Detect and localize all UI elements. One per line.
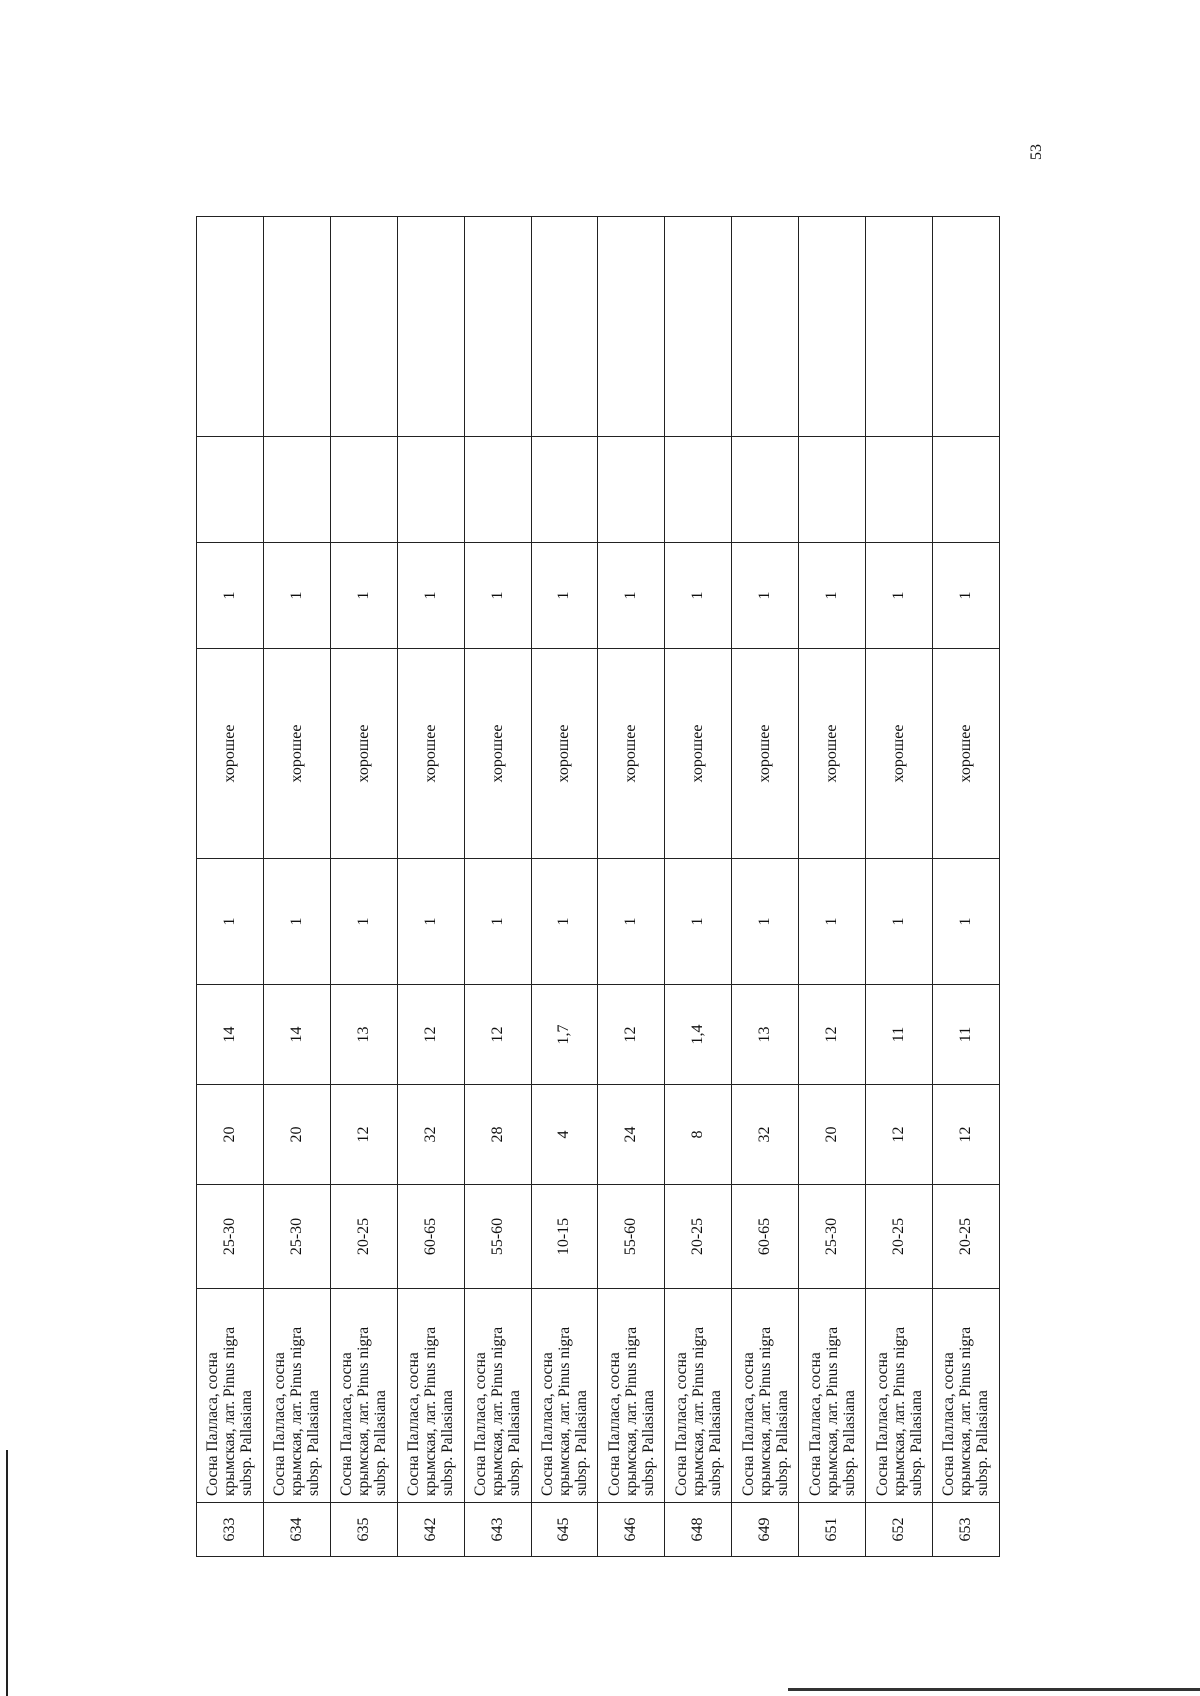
row-number-cell: 653	[932, 1503, 999, 1557]
height-cell: 11	[866, 985, 933, 1085]
age-cell: 55-60	[464, 1185, 531, 1289]
row-number-cell: 651	[799, 1503, 866, 1557]
table-row	[799, 217, 866, 1557]
age-cell: 20-25	[932, 1185, 999, 1289]
empty-cell	[464, 437, 531, 543]
count-cell: 1	[197, 859, 264, 985]
empty-cell	[732, 217, 799, 437]
diameter-cell: 12	[866, 1085, 933, 1185]
age-cell: 20-25	[330, 1185, 397, 1289]
species-cell: Сосна Палласа, сосна крымская, лат. Pinus nigra subsp. Pallasiana	[397, 1289, 464, 1503]
empty-cell	[799, 217, 866, 437]
empty-cell	[531, 217, 598, 437]
count-cell: 1	[799, 859, 866, 985]
species-cell: Сосна Палласа, сосна крымская, лат. Pinus nigra subsp. Pallasiana	[263, 1289, 330, 1503]
row-number-cell: 635	[330, 1503, 397, 1557]
row-number-cell: 633	[197, 1503, 264, 1557]
row-number-cell: 643	[464, 1503, 531, 1557]
height-cell: 14	[263, 985, 330, 1085]
diameter-cell: 32	[732, 1085, 799, 1185]
empty-cell	[932, 437, 999, 543]
empty-cell	[866, 437, 933, 543]
condition-cell: хорошее	[263, 649, 330, 859]
height-cell: 1,7	[531, 985, 598, 1085]
species-cell: Сосна Палласа, сосна крымская, лат. Pinus nigra subsp. Pallasiana	[598, 1289, 665, 1503]
table-row	[263, 217, 330, 1557]
species-cell: Сосна Палласа, сосна крымская, лат. Pinus nigra subsp. Pallasiana	[665, 1289, 732, 1503]
age-cell: 10-15	[531, 1185, 598, 1289]
row-number-cell: 652	[866, 1503, 933, 1557]
count-cell: 1	[665, 859, 732, 985]
row-number-cell: 649	[732, 1503, 799, 1557]
table-row	[665, 217, 732, 1557]
count-cell: 1	[932, 859, 999, 985]
row-number-cell: 634	[263, 1503, 330, 1557]
condition-cell: хорошее	[330, 649, 397, 859]
age-cell: 20-25	[866, 1185, 933, 1289]
empty-cell	[397, 217, 464, 437]
empty-cell	[330, 437, 397, 543]
table-row	[330, 217, 397, 1557]
count-cell: 1	[397, 859, 464, 985]
empty-cell	[598, 437, 665, 543]
height-cell: 1,4	[665, 985, 732, 1085]
count-cell: 1	[464, 859, 531, 985]
species-cell: Сосна Палласа, сосна крымская, лат. Pinus nigra subsp. Pallasiana	[932, 1289, 999, 1503]
condition-cell: хорошее	[665, 649, 732, 859]
quantity-cell: 1	[932, 543, 999, 649]
quantity-cell: 1	[665, 543, 732, 649]
count-cell: 1	[531, 859, 598, 985]
height-cell: 12	[397, 985, 464, 1085]
empty-cell	[330, 217, 397, 437]
empty-cell	[799, 437, 866, 543]
table-row	[464, 217, 531, 1557]
height-cell: 12	[799, 985, 866, 1085]
empty-cell	[665, 437, 732, 543]
empty-cell	[866, 217, 933, 437]
age-cell: 55-60	[598, 1185, 665, 1289]
quantity-cell: 1	[799, 543, 866, 649]
table-row	[732, 217, 799, 1557]
count-cell: 1	[732, 859, 799, 985]
empty-cell	[665, 217, 732, 437]
table-row	[932, 217, 999, 1557]
empty-cell	[932, 217, 999, 437]
table-row	[866, 217, 933, 1557]
condition-cell: хорошее	[197, 649, 264, 859]
empty-cell	[263, 217, 330, 437]
table-row	[397, 217, 464, 1557]
empty-cell	[197, 217, 264, 437]
count-cell: 1	[598, 859, 665, 985]
diameter-cell: 20	[197, 1085, 264, 1185]
tree-inventory-table	[196, 216, 1000, 1557]
empty-cell	[397, 437, 464, 543]
species-cell: Сосна Палласа, сосна крымская, лат. Pinus nigra subsp. Pallasiana	[531, 1289, 598, 1503]
table-row	[197, 217, 264, 1557]
table-row	[531, 217, 598, 1557]
quantity-cell: 1	[197, 543, 264, 649]
condition-cell: хорошее	[531, 649, 598, 859]
row-number-cell: 646	[598, 1503, 665, 1557]
height-cell: 13	[330, 985, 397, 1085]
row-number-cell: 645	[531, 1503, 598, 1557]
table-body	[197, 217, 1000, 1557]
quantity-cell: 1	[598, 543, 665, 649]
diameter-cell: 20	[799, 1085, 866, 1185]
diameter-cell: 12	[330, 1085, 397, 1185]
diameter-cell: 28	[464, 1085, 531, 1185]
rotated-table-container	[196, 217, 1000, 1557]
age-cell: 25-30	[263, 1185, 330, 1289]
count-cell: 1	[330, 859, 397, 985]
quantity-cell: 1	[330, 543, 397, 649]
age-cell: 60-65	[397, 1185, 464, 1289]
quantity-cell: 1	[732, 543, 799, 649]
species-cell: Сосна Палласа, сосна крымская, лат. Pinus nigra subsp. Pallasiana	[464, 1289, 531, 1503]
diameter-cell: 24	[598, 1085, 665, 1185]
species-cell: Сосна Палласа, сосна крымская, лат. Pinus nigra subsp. Pallasiana	[866, 1289, 933, 1503]
row-number-cell: 642	[397, 1503, 464, 1557]
age-cell: 25-30	[197, 1185, 264, 1289]
quantity-cell: 1	[397, 543, 464, 649]
empty-cell	[263, 437, 330, 543]
empty-cell	[197, 437, 264, 543]
condition-cell: хорошее	[598, 649, 665, 859]
height-cell: 11	[932, 985, 999, 1085]
height-cell: 14	[197, 985, 264, 1085]
condition-cell: хорошее	[866, 649, 933, 859]
scan-edge-mark-left	[6, 1450, 8, 1696]
species-cell: Сосна Палласа, сосна крымская, лат. Pinus nigra subsp. Pallasiana	[330, 1289, 397, 1503]
height-cell: 12	[598, 985, 665, 1085]
age-cell: 60-65	[732, 1185, 799, 1289]
condition-cell: хорошее	[732, 649, 799, 859]
diameter-cell: 20	[263, 1085, 330, 1185]
species-cell: Сосна Палласа, сосна крымская, лат. Pinus nigra subsp. Pallasiana	[799, 1289, 866, 1503]
diameter-cell: 8	[665, 1085, 732, 1185]
empty-cell	[732, 437, 799, 543]
species-cell: Сосна Палласа, сосна крымская, лат. Pinus nigra subsp. Pallasiana	[197, 1289, 264, 1503]
quantity-cell: 1	[866, 543, 933, 649]
age-cell: 20-25	[665, 1185, 732, 1289]
diameter-cell: 12	[932, 1085, 999, 1185]
table-row	[598, 217, 665, 1557]
count-cell: 1	[263, 859, 330, 985]
row-number-cell: 648	[665, 1503, 732, 1557]
diameter-cell: 4	[531, 1085, 598, 1185]
quantity-cell: 1	[531, 543, 598, 649]
species-cell: Сосна Палласа, сосна крымская, лат. Pinus nigra subsp. Pallasiana	[732, 1289, 799, 1503]
scan-edge-mark-bottom	[788, 1688, 1200, 1691]
height-cell: 12	[464, 985, 531, 1085]
empty-cell	[598, 217, 665, 437]
empty-cell	[464, 217, 531, 437]
height-cell: 13	[732, 985, 799, 1085]
quantity-cell: 1	[464, 543, 531, 649]
age-cell: 25-30	[799, 1185, 866, 1289]
count-cell: 1	[866, 859, 933, 985]
quantity-cell: 1	[263, 543, 330, 649]
condition-cell: хорошее	[397, 649, 464, 859]
page-number: 53	[1028, 144, 1045, 160]
condition-cell: хорошее	[932, 649, 999, 859]
diameter-cell: 32	[397, 1085, 464, 1185]
empty-cell	[531, 437, 598, 543]
condition-cell: хорошее	[464, 649, 531, 859]
condition-cell: хорошее	[799, 649, 866, 859]
